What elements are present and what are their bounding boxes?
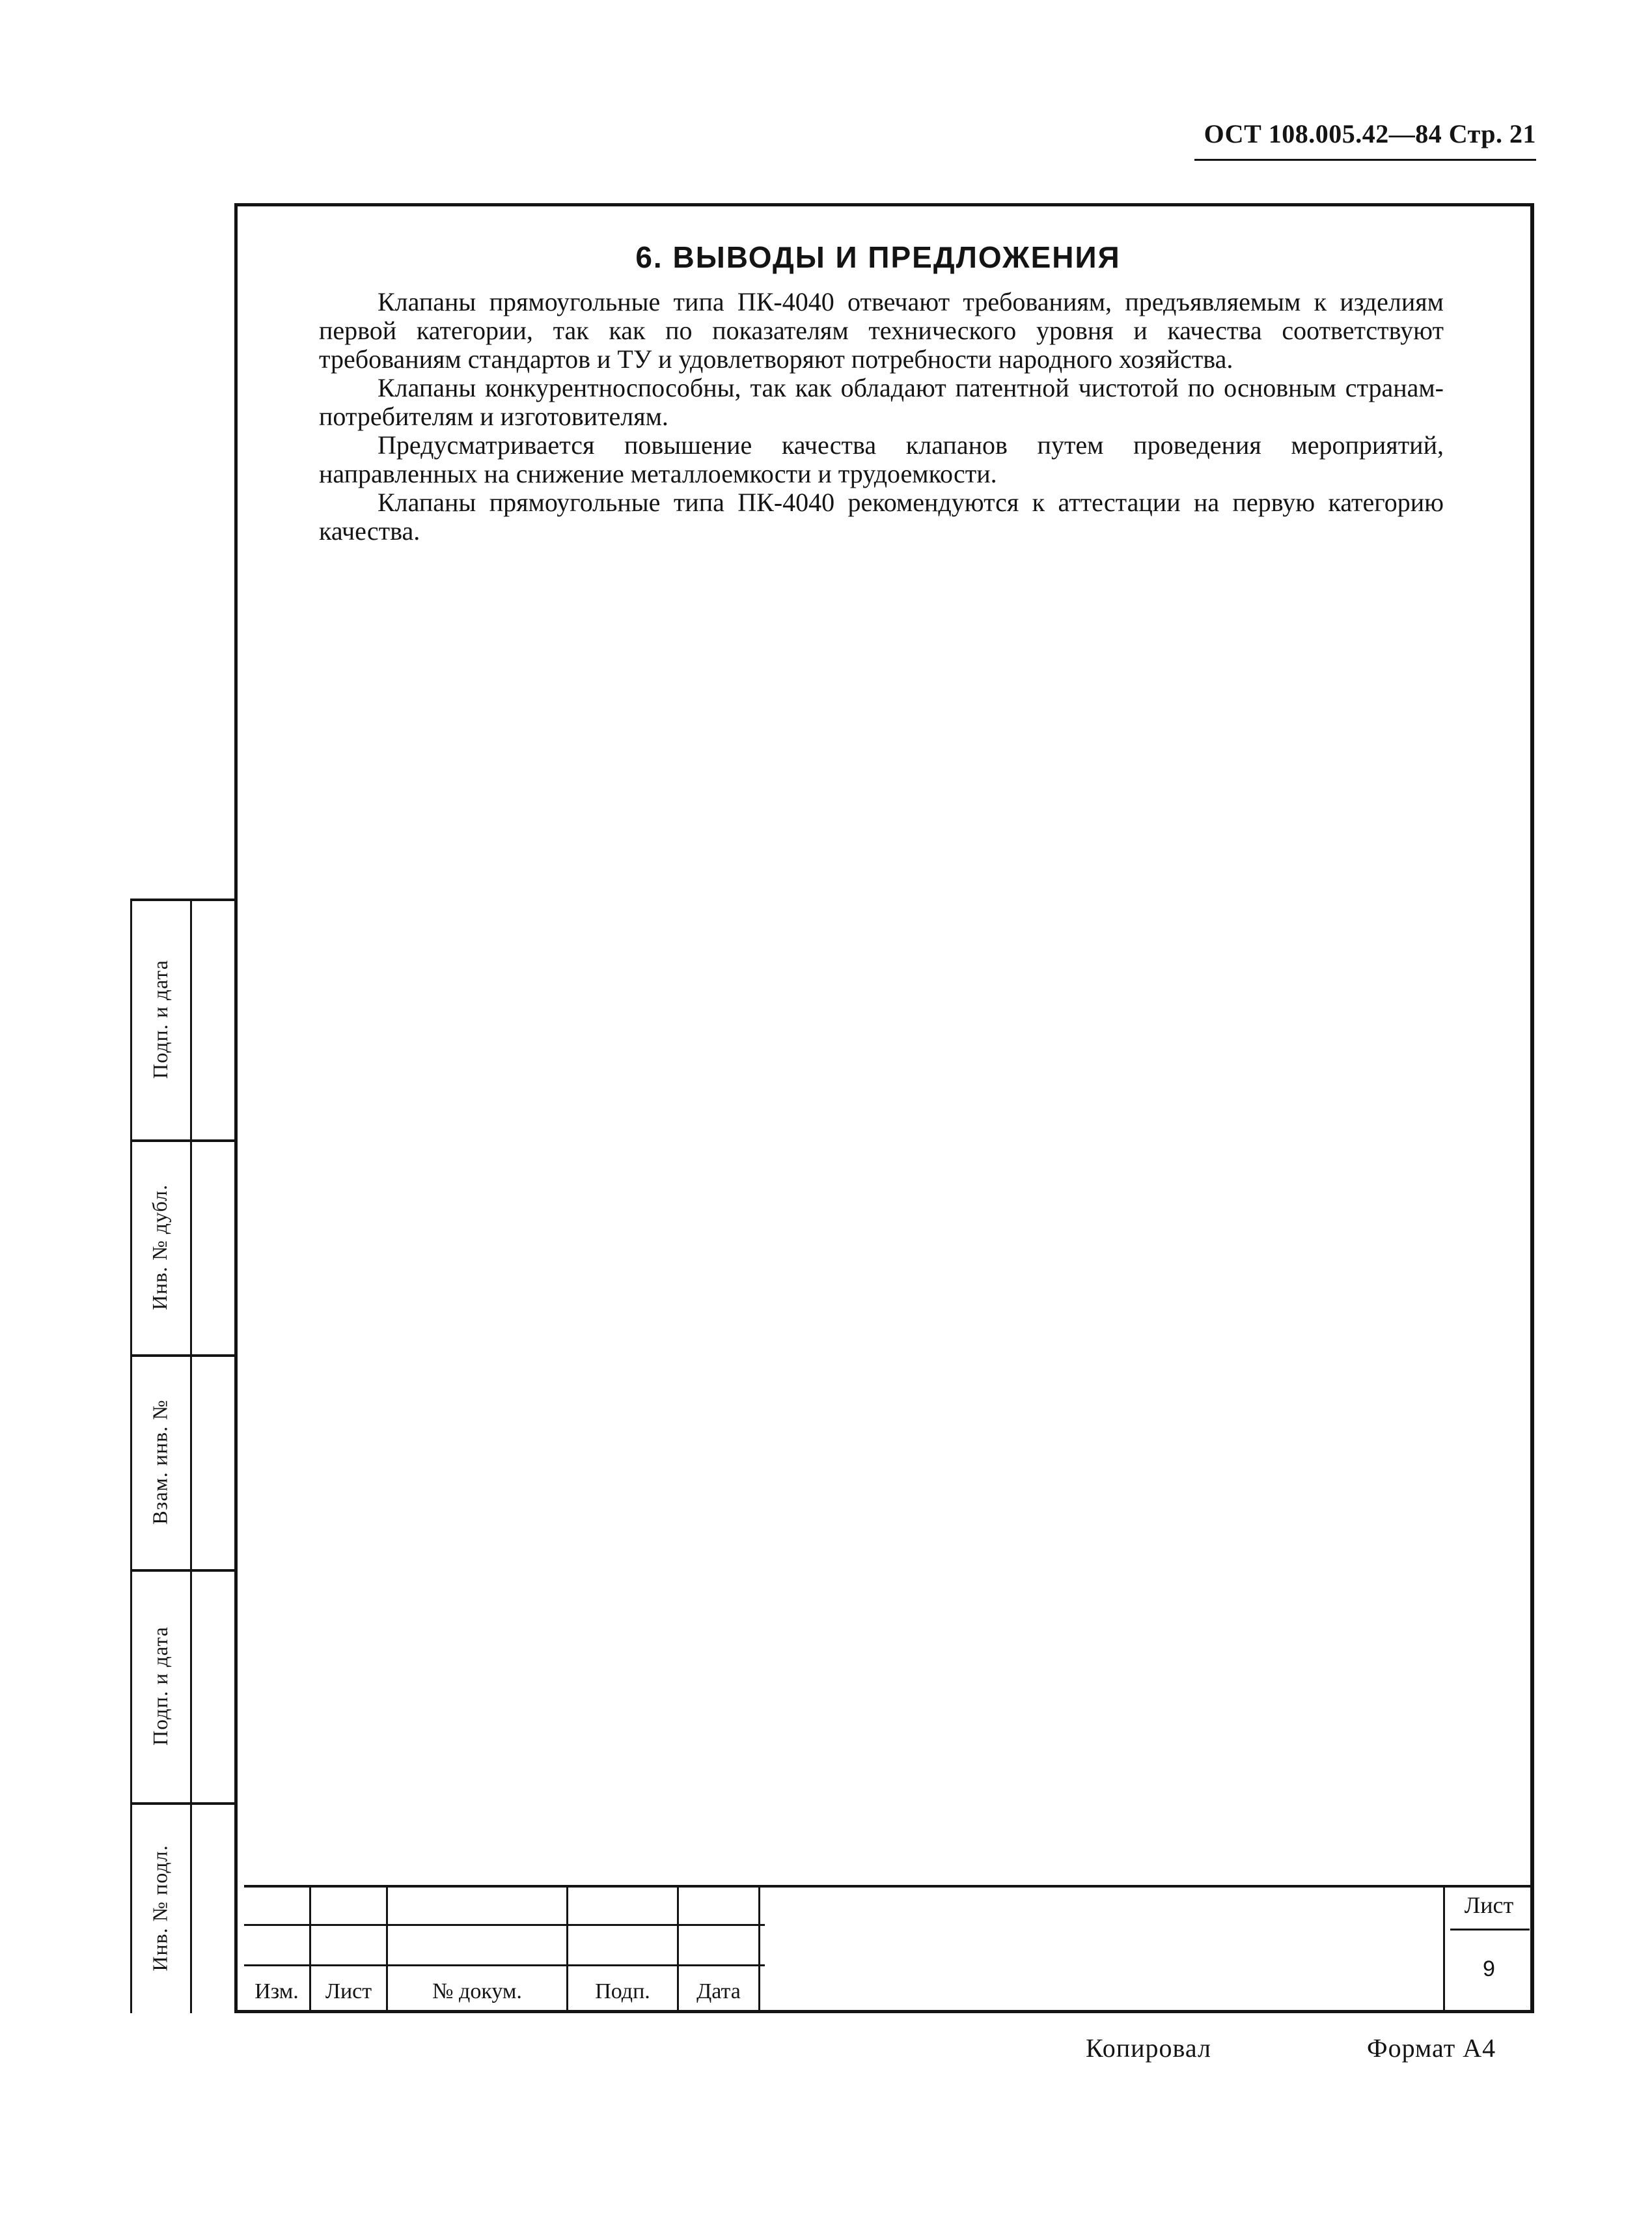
column-label-change: Изм. [255, 1979, 299, 2003]
title-block-row-rule [244, 1924, 765, 1926]
side-stamp-cell [130, 1139, 190, 1354]
side-stamp-label: Взам. инв. № [148, 1399, 172, 1525]
sheet-number: 9 [1483, 1957, 1495, 1981]
side-stamp-cell [130, 899, 190, 1139]
section-body [319, 288, 1444, 546]
column-label-signature: Подп. [595, 1979, 650, 2003]
side-stamp-label: Инв. № подл. [148, 1844, 172, 1972]
page-header [1107, 118, 1536, 164]
title-block-col-rule [758, 1885, 760, 2013]
paragraph: Клапаны прямоугольные типа ПК-4040 отвечают требованиям, предъявляемым к изделиям первой категории, так как по показателям технического уровня и качества соответствуют требованиям стандартов и ТУ и удовлетворяют потребности народного хозяйства. [319, 287, 1444, 374]
sheet-divider [1450, 1929, 1530, 1930]
side-stamp-label: Подп. и дата [148, 959, 172, 1079]
section-title: 6. ВЫВОДЫ И ПРЕДЛОЖЕНИЯ [635, 240, 1121, 274]
title-block-top-rule [244, 1885, 1533, 1888]
side-stamp-cell [130, 1354, 190, 1569]
sheet-label: Лист [1464, 1892, 1514, 1918]
paragraph: Клапаны конкурентноспособны, так как обладают патентной чистотой по основным странам-потребителям и изготовителям. [319, 373, 1444, 431]
header-underline [1194, 159, 1536, 161]
side-stamp-label: Подп. и дата [148, 1626, 172, 1746]
footer-format: Формат А4 [1367, 2033, 1496, 2063]
side-stamp-cell [130, 1802, 190, 2013]
footer-copied: Копировал [1086, 2033, 1211, 2063]
document-code: ОСТ 108.005.42—84 Стр. 21 [1204, 119, 1536, 148]
paragraph: Предусматривается повышение качества клапанов путем проведения мероприятий, направленных на снижение металлоемкости и трудоемкости. [319, 430, 1444, 488]
side-stamp-divider [190, 899, 192, 2013]
side-stamp-label: Инв. № дубл. [148, 1184, 172, 1310]
side-stamp-cell [130, 1569, 190, 1802]
column-label-sheet: Лист [325, 1979, 372, 2003]
paragraph: Клапаны прямоугольные типа ПК-4040 рекомендуются к аттестации на первую категорию качества. [319, 488, 1444, 546]
side-stamp [130, 899, 234, 2013]
column-label-date: Дата [696, 1979, 741, 2003]
column-label-document-number: № докум. [432, 1979, 522, 2003]
title-block-row-rule [244, 1964, 765, 1966]
title-block [238, 1885, 1533, 2013]
